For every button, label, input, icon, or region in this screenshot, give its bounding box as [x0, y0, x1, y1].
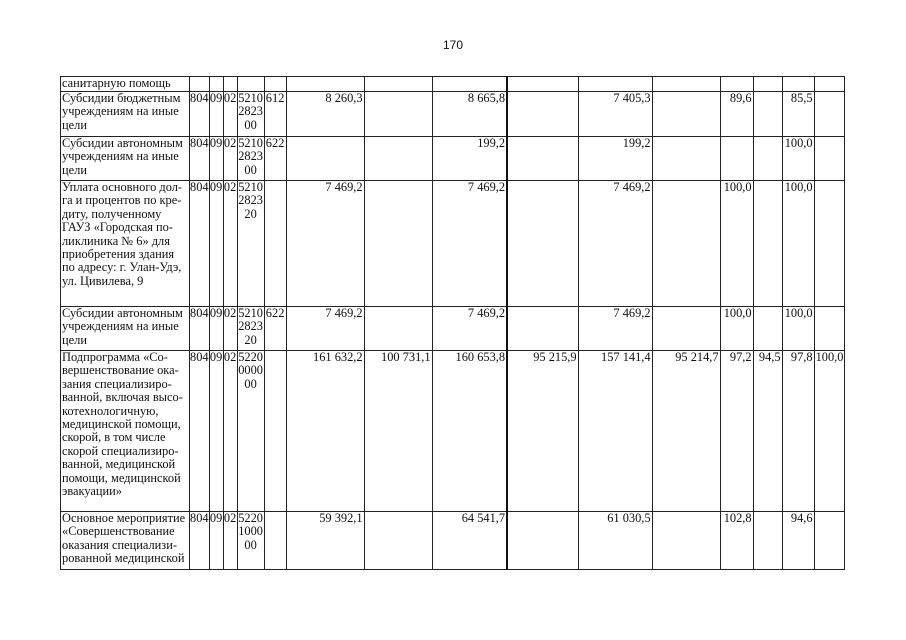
col-target-article	[237, 307, 264, 351]
target-article-line: 00	[244, 376, 257, 391]
row-name-line: ул. Цивилева, 9	[62, 273, 144, 288]
col-plan-total: 8 260,3	[286, 92, 364, 137]
col-pct-refined-federal	[814, 181, 845, 307]
row-name-line: ГАУЗ «Городская по-	[62, 220, 173, 235]
col-plan-total: 7 469,2	[286, 181, 364, 307]
col-admin-code: 804	[190, 137, 210, 181]
col-actual-total: 61 030,5	[578, 512, 652, 570]
col-expense-type	[264, 512, 286, 570]
col-pct-plan-federal	[753, 92, 782, 137]
col-plan-total	[286, 77, 364, 92]
col-refined-federal	[507, 92, 578, 137]
col-section: 09	[209, 512, 223, 570]
target-article-line: 5210	[238, 306, 263, 320]
col-plan-total: 59 392,1	[286, 512, 364, 570]
col-plan-federal	[364, 92, 432, 137]
row-name-line: по адресу: г. Улан-Удэ,	[62, 260, 182, 275]
col-admin-code: 804	[190, 512, 210, 570]
page-number: 170	[442, 38, 464, 52]
table-row	[61, 77, 845, 92]
col-expense-type: 622	[264, 307, 286, 351]
row-name-line: цели	[62, 162, 87, 177]
col-pct-refined-total: 100,0	[782, 181, 814, 307]
target-article-line: 1000	[238, 524, 263, 539]
col-plan-federal	[364, 307, 432, 351]
col-pct-refined-total: 97,8	[782, 351, 814, 512]
col-actual-total: 7 469,2	[578, 307, 652, 351]
col-target-article	[237, 512, 264, 570]
col-refined-total: 7 469,2	[432, 307, 507, 351]
col-subsection: 02	[223, 307, 237, 351]
table-row	[61, 137, 845, 181]
col-actual-federal	[652, 307, 720, 351]
col-pct-plan-federal	[753, 307, 782, 351]
col-refined-total: 8 665,8	[432, 92, 507, 137]
col-plan-federal	[364, 137, 432, 181]
row-name-line: цели	[62, 332, 87, 347]
col-pct-refined-total: 85,5	[782, 92, 814, 137]
target-article-line: 2823	[238, 193, 263, 208]
col-actual-total: 199,2	[578, 137, 652, 181]
row-name-line: диту, полученному	[62, 206, 162, 221]
col-pct-refined-total: 100,0	[782, 307, 814, 351]
target-article-line: 2823	[238, 104, 263, 119]
col-pct-refined-federal	[814, 307, 845, 351]
target-article-line: 2823	[238, 319, 263, 334]
col-pct-refined-federal: 100,0	[814, 351, 845, 512]
row-name-line: учреждениям на иные	[62, 104, 179, 119]
row-name	[61, 92, 190, 137]
col-expense-type	[264, 77, 286, 92]
col-pct-refined-total: 94,6	[782, 512, 814, 570]
col-target-article	[237, 77, 264, 92]
col-actual-total: 7 405,3	[578, 92, 652, 137]
col-actual-federal	[652, 512, 720, 570]
table-row	[61, 92, 845, 137]
col-plan-total	[286, 137, 364, 181]
table-row	[61, 351, 845, 512]
row-name-line: цели	[62, 117, 87, 132]
col-expense-type	[264, 351, 286, 512]
col-plan-total: 161 632,2	[286, 351, 364, 512]
col-plan-total: 7 469,2	[286, 307, 364, 351]
col-actual-federal	[652, 181, 720, 307]
col-actual-total: 7 469,2	[578, 181, 652, 307]
row-name-line: оказания специализи-	[62, 537, 177, 552]
col-plan-federal: 100 731,1	[364, 351, 432, 512]
col-admin-code: 804	[190, 351, 210, 512]
col-plan-federal	[364, 77, 432, 92]
target-article-line: 20	[244, 206, 257, 221]
col-refined-total: 199,2	[432, 137, 507, 181]
col-target-article	[237, 181, 264, 307]
row-name-line: Субсидии бюджетным	[62, 91, 181, 105]
col-pct-plan-federal: 94,5	[753, 351, 782, 512]
col-refined-federal	[507, 181, 578, 307]
col-actual-federal	[652, 92, 720, 137]
col-plan-federal	[364, 512, 432, 570]
col-admin-code: 804	[190, 307, 210, 351]
row-name	[61, 512, 190, 570]
row-name-line: Уплата основного дол-	[62, 180, 183, 194]
col-section	[209, 77, 223, 92]
row-name	[61, 181, 190, 307]
col-pct-plan-federal	[753, 77, 782, 92]
col-pct-plan-total	[720, 137, 753, 181]
col-subsection: 02	[223, 512, 237, 570]
col-pct-refined-federal	[814, 77, 845, 92]
row-name-line: Субсидии автономным	[62, 306, 183, 320]
col-admin-code: 804	[190, 181, 210, 307]
row-name-line: учреждениям на иные	[62, 319, 179, 334]
target-article-line: 5210	[238, 91, 263, 105]
col-refined-federal	[507, 512, 578, 570]
col-pct-plan-federal	[753, 512, 782, 570]
row-name-line: скорой специализиро-	[62, 443, 179, 458]
target-article-line: 5210	[238, 180, 263, 194]
table-row	[61, 512, 845, 570]
col-admin-code: 804	[190, 92, 210, 137]
col-subsection: 02	[223, 137, 237, 181]
row-name-line: медицинской помощи,	[62, 417, 181, 432]
col-target-article	[237, 92, 264, 137]
budget-table	[60, 76, 845, 570]
col-pct-plan-total: 100,0	[720, 181, 753, 307]
row-name	[61, 137, 190, 181]
col-pct-refined-total: 100,0	[782, 137, 814, 181]
row-name-line: «Совершенствование	[62, 524, 175, 539]
col-refined-federal	[507, 77, 578, 92]
col-pct-plan-total: 97,2	[720, 351, 753, 512]
row-name-line: помощи, медицинской	[62, 470, 181, 485]
col-pct-refined-federal	[814, 92, 845, 137]
col-refined-total: 64 541,7	[432, 512, 507, 570]
col-section: 09	[209, 307, 223, 351]
row-name-line: скорой, в том числе	[62, 430, 166, 445]
row-name-line: вершенствование ока-	[62, 363, 179, 378]
target-article-line: 00	[244, 162, 257, 177]
row-name-line: ликлиника № 6» для	[62, 233, 170, 248]
target-article-line: 5220	[238, 511, 263, 525]
col-target-article	[237, 351, 264, 512]
col-subsection	[223, 77, 237, 92]
col-refined-federal	[507, 137, 578, 181]
row-name-line: Субсидии автономным	[62, 136, 183, 150]
col-expense-type: 622	[264, 137, 286, 181]
target-article-line: 20	[244, 332, 257, 347]
col-pct-refined-federal	[814, 512, 845, 570]
target-article-line: 5220	[238, 350, 263, 364]
target-article-line: 0000	[238, 363, 263, 378]
col-target-article	[237, 137, 264, 181]
col-expense-type: 612	[264, 92, 286, 137]
col-refined-total	[432, 77, 507, 92]
col-section: 09	[209, 92, 223, 137]
target-article-line: 2823	[238, 149, 263, 164]
col-pct-plan-total: 102,8	[720, 512, 753, 570]
row-name-line: ванной, медицинской	[62, 457, 176, 472]
col-pct-plan-total	[720, 77, 753, 92]
col-subsection: 02	[223, 181, 237, 307]
col-actual-total: 157 141,4	[578, 351, 652, 512]
col-section: 09	[209, 181, 223, 307]
row-name-line: зания специализиро-	[62, 376, 172, 391]
row-name	[61, 77, 190, 92]
col-actual-total	[578, 77, 652, 92]
row-name	[61, 307, 190, 351]
col-pct-refined-total	[782, 77, 814, 92]
col-actual-federal	[652, 137, 720, 181]
col-actual-federal: 95 214,7	[652, 351, 720, 512]
row-name-line: эвакуации»	[62, 484, 122, 499]
col-pct-plan-federal	[753, 181, 782, 307]
table-row	[61, 181, 845, 307]
col-actual-federal	[652, 77, 720, 92]
col-subsection: 02	[223, 92, 237, 137]
row-name	[61, 351, 190, 512]
row-name-line: котехнологичную,	[62, 403, 159, 418]
col-subsection: 02	[223, 351, 237, 512]
row-name-line: Основное мероприятие	[62, 511, 186, 525]
target-article-line: 00	[244, 537, 257, 552]
col-expense-type	[264, 181, 286, 307]
row-name-line: Подпрограмма «Со-	[62, 350, 168, 364]
row-name-line: га и процентов по кре-	[62, 193, 182, 208]
target-article-line: 00	[244, 117, 257, 132]
row-name-line: ванной, включая высо-	[62, 390, 183, 405]
table-row	[61, 307, 845, 351]
target-article-line: 5210	[238, 136, 263, 150]
row-name-line: рованной медицинской	[62, 551, 185, 566]
row-name-line: санитарную помощь	[62, 76, 171, 90]
col-refined-total: 160 653,8	[432, 351, 507, 512]
row-name-line: учреждениям на иные	[62, 149, 179, 164]
col-section: 09	[209, 351, 223, 512]
row-name-line: приобретения здания	[62, 247, 175, 262]
col-pct-plan-total: 100,0	[720, 307, 753, 351]
col-plan-federal	[364, 181, 432, 307]
col-pct-plan-federal	[753, 137, 782, 181]
col-refined-federal: 95 215,9	[507, 351, 578, 512]
col-pct-plan-total: 89,6	[720, 92, 753, 137]
col-section: 09	[209, 137, 223, 181]
col-refined-total: 7 469,2	[432, 181, 507, 307]
col-pct-refined-federal	[814, 137, 845, 181]
col-admin-code	[190, 77, 210, 92]
col-refined-federal	[507, 307, 578, 351]
